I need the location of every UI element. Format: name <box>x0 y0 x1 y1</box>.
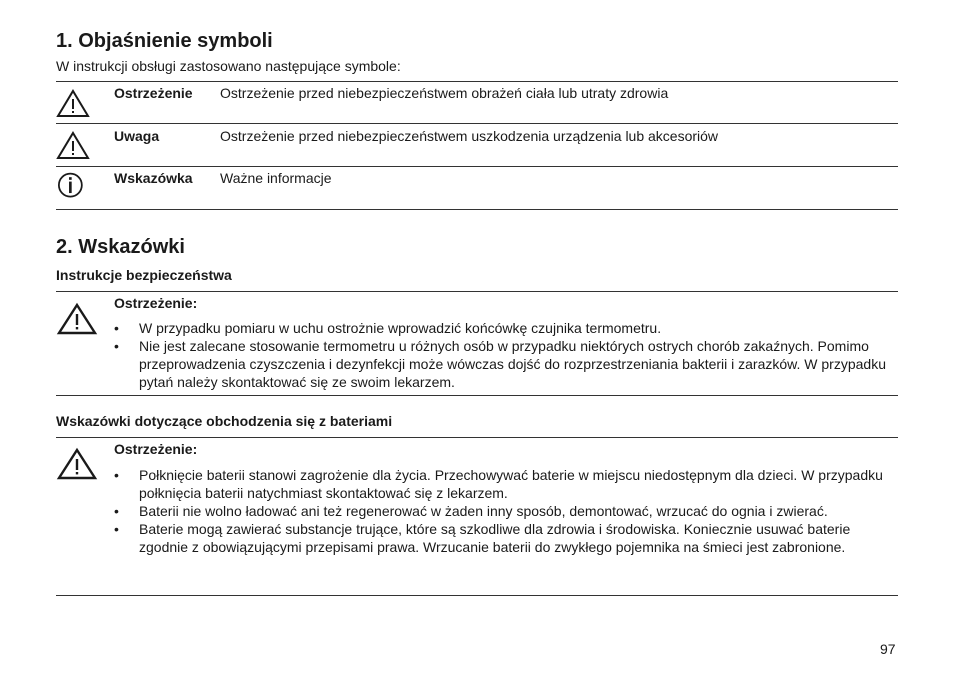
list-item <box>114 502 898 520</box>
info-circle-icon <box>56 171 90 201</box>
section-1-intro: W instrukcji obsługi zastosowano następujące symbole: <box>56 58 401 74</box>
bullet-glyph: • <box>114 338 119 354</box>
symbol-label-hint: Wskazówka <box>114 170 193 186</box>
divider <box>56 437 898 438</box>
list-item-text: W przypadku pomiaru w uchu ostrożnie wprowadzić końcówkę czujnika termometru. <box>139 320 662 336</box>
symbol-label-warning: Ostrzeżenie <box>114 85 193 101</box>
batteries-heading: Wskazówki dotyczące obchodzenia się z bateriami <box>56 413 393 429</box>
symbol-description-warning: Ostrzeżenie przed niebezpieczeństwem obrażeń ciała lub utraty zdrowia <box>220 85 669 101</box>
warning-triangle-icon <box>56 447 98 481</box>
symbol-description-hint: Ważne informacje <box>220 170 332 186</box>
divider <box>56 395 898 396</box>
warning-triangle-icon <box>56 130 90 160</box>
bullet-glyph: • <box>114 467 119 483</box>
divider <box>56 81 898 82</box>
bullet-glyph: • <box>114 503 119 519</box>
bullet-glyph: • <box>114 320 119 336</box>
list-item-text: Połknięcie baterii stanowi zagrożenie dla życia. Przechowywać baterie w miejscu niedostępnym dla dzieci. W przypadku połknięcia baterii natychmiast skontaktować się z lekarzem. <box>139 467 883 501</box>
list-item <box>114 319 898 337</box>
divider <box>56 209 898 210</box>
list-item-text: Baterii nie wolno ładować ani też regenerować w żaden inny sposób, demontować, wrzucać do ognia i zwierać. <box>139 503 828 519</box>
warning-triangle-icon <box>56 302 98 336</box>
symbol-description-caution: Ostrzeżenie przed niebezpieczeństwem uszkodzenia urządzenia lub akcesoriów <box>220 128 719 144</box>
batteries-warning-label: Ostrzeżenie: <box>114 441 198 457</box>
safety-warning-label: Ostrzeżenie: <box>114 295 198 311</box>
symbol-label-caution: Uwaga <box>114 128 160 144</box>
divider <box>56 595 898 596</box>
list-item <box>114 520 898 556</box>
list-item-text: Baterie mogą zawierać substancje trujące, które są szkodliwe dla zdrowia i środowiska. Koniecznie usuwać baterie zgodnie z obowiązującymi przepisami prawa. Wrzucanie baterii do zwykłego pojemnika na śmieci jest zabronione. <box>139 521 851 555</box>
list-item <box>114 466 898 502</box>
list-item-text: Nie jest zalecane stosowanie termometru u różnych osób w przypadku niektórych ostrych chorób zakaźnych. Pomimo przeprowadzenia czyszczenia i dezynfekcji może wówczas dojść do rozprzestrzeniania bakterii i zarazków. W przypadku pytań należy skontaktować się ze swoim lekarzem. <box>139 338 886 390</box>
page-number: 97 <box>880 641 896 657</box>
warning-triangle-icon <box>56 88 90 118</box>
divider <box>56 166 898 167</box>
safety-bullet-list <box>114 319 898 391</box>
bullet-glyph: • <box>114 521 119 537</box>
safety-heading: Instrukcje bezpieczeństwa <box>56 267 232 283</box>
divider <box>56 123 898 124</box>
list-item <box>114 337 898 391</box>
section-1-title: 1. Objaśnienie symboli <box>56 30 273 52</box>
divider <box>56 291 898 292</box>
batteries-bullet-list <box>114 466 898 556</box>
section-2-title: 2. Wskazówki <box>56 236 185 258</box>
